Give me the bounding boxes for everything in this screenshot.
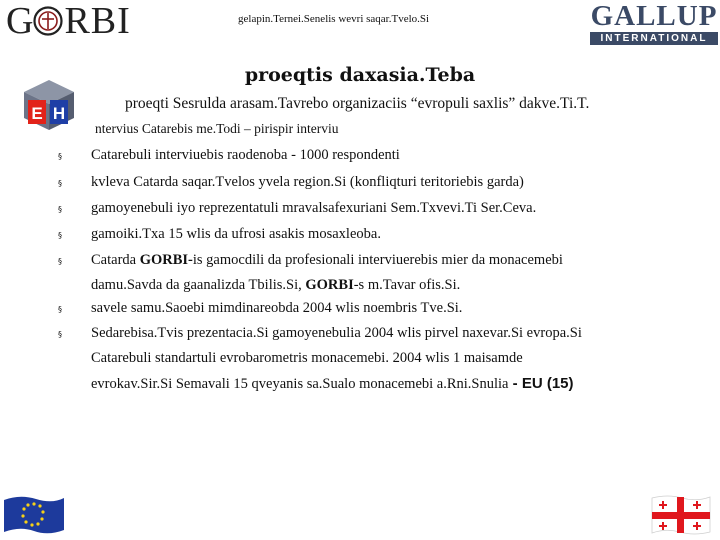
gorbi-logo bbox=[6, 2, 131, 40]
gallup-logo-band: INTERNATIONAL bbox=[590, 32, 718, 45]
method-line: ntervius Catarebis me.Todi – pirispir interviu bbox=[95, 121, 339, 136]
bullet-text-bold: GORBI bbox=[305, 277, 354, 293]
bullet-text-eurobarometer-line2: Catarebuli standartuli evrobarometris monacemebi. 2004 wlis 1 maisamde bbox=[91, 350, 523, 366]
bullet-text-sample: gamoyenebuli iyo reprezentatuli mravalsafexuriani Sem.Txvevi.Ti Ser.Ceva. bbox=[91, 200, 537, 216]
bullet-text-gorbi-line1 bbox=[91, 252, 563, 269]
bullet-text-part: -s m.Tavar ofis.Si. bbox=[353, 277, 461, 293]
bullet-marker: § bbox=[58, 330, 62, 339]
page-title: proeqtis daxasia.Teba bbox=[244, 64, 476, 86]
gorbi-logo-rest: RBI bbox=[64, 0, 131, 42]
bullet-text-eurobarometer-line1: Sedarebisa.Tvis prezentacia.Si gamoyenebulia 2004 wlis pirvel naxevar.Si evropa.Si bbox=[91, 325, 582, 341]
bullet-text-part: evrokav.Sir.Si Semavali 15 qveyanis sa.Sualo monacemebi a.Rni.Snulia bbox=[91, 376, 509, 392]
bullet-text-regions: kvleva Catarda saqar.Tvelos yvela region.Si (konfliqturi teritoriebis garda) bbox=[91, 174, 524, 190]
bullet-marker: § bbox=[58, 231, 62, 240]
bullet-marker: § bbox=[58, 257, 62, 266]
gorbi-logo-g: G bbox=[6, 0, 33, 42]
gorbi-emblem-icon bbox=[33, 6, 63, 36]
bullet-text-part: is gamocdili da profesionali interviuerebis mier da monacemebi bbox=[192, 252, 563, 268]
svg-text:E: E bbox=[31, 104, 43, 123]
header-tagline: gelapin.Ternei.Senelis wevri saqar.Tvelo.Si bbox=[238, 13, 430, 25]
eu-flag-icon bbox=[2, 494, 66, 536]
georgia-flag-icon bbox=[650, 494, 712, 536]
bullet-text-eurobarometer-line3 bbox=[91, 375, 574, 393]
intro-line: proeqti Sesrulda arasam.Tavrebo organizaciis “evropuli saxlis” dakve.Ti.T. bbox=[125, 95, 590, 112]
bullet-text-bold: GORBI- bbox=[139, 252, 193, 268]
gallup-logo-name: GALLUP bbox=[590, 0, 718, 32]
bullet-text-part: damu.Savda da gaanalizda Tbilis.Si, bbox=[91, 277, 306, 293]
eu15-label: - EU (15) bbox=[508, 375, 574, 392]
bullet-text-part: Catarda bbox=[91, 252, 140, 268]
bullet-text-fieldwork: savele samu.Saoebi mimdinareobda 2004 wlis noembris Tve.Si. bbox=[91, 300, 463, 316]
svg-text:H: H bbox=[52, 104, 66, 123]
bullet-marker: § bbox=[58, 205, 62, 214]
gallup-logo bbox=[590, 2, 718, 46]
bullet-marker: § bbox=[58, 179, 62, 188]
bullet-marker: § bbox=[58, 305, 62, 314]
bullet-marker: § bbox=[58, 152, 62, 161]
bullet-text-age: gamoiki.Txa 15 wlis da ufrosi asakis mosaxleoba. bbox=[91, 226, 381, 242]
bullet-text-gorbi-line2 bbox=[91, 277, 460, 294]
bullet-text-respondents: Catarebuli interviuebis raodenoba - 1000 respondenti bbox=[91, 147, 400, 163]
eh-logo-icon bbox=[22, 78, 76, 132]
